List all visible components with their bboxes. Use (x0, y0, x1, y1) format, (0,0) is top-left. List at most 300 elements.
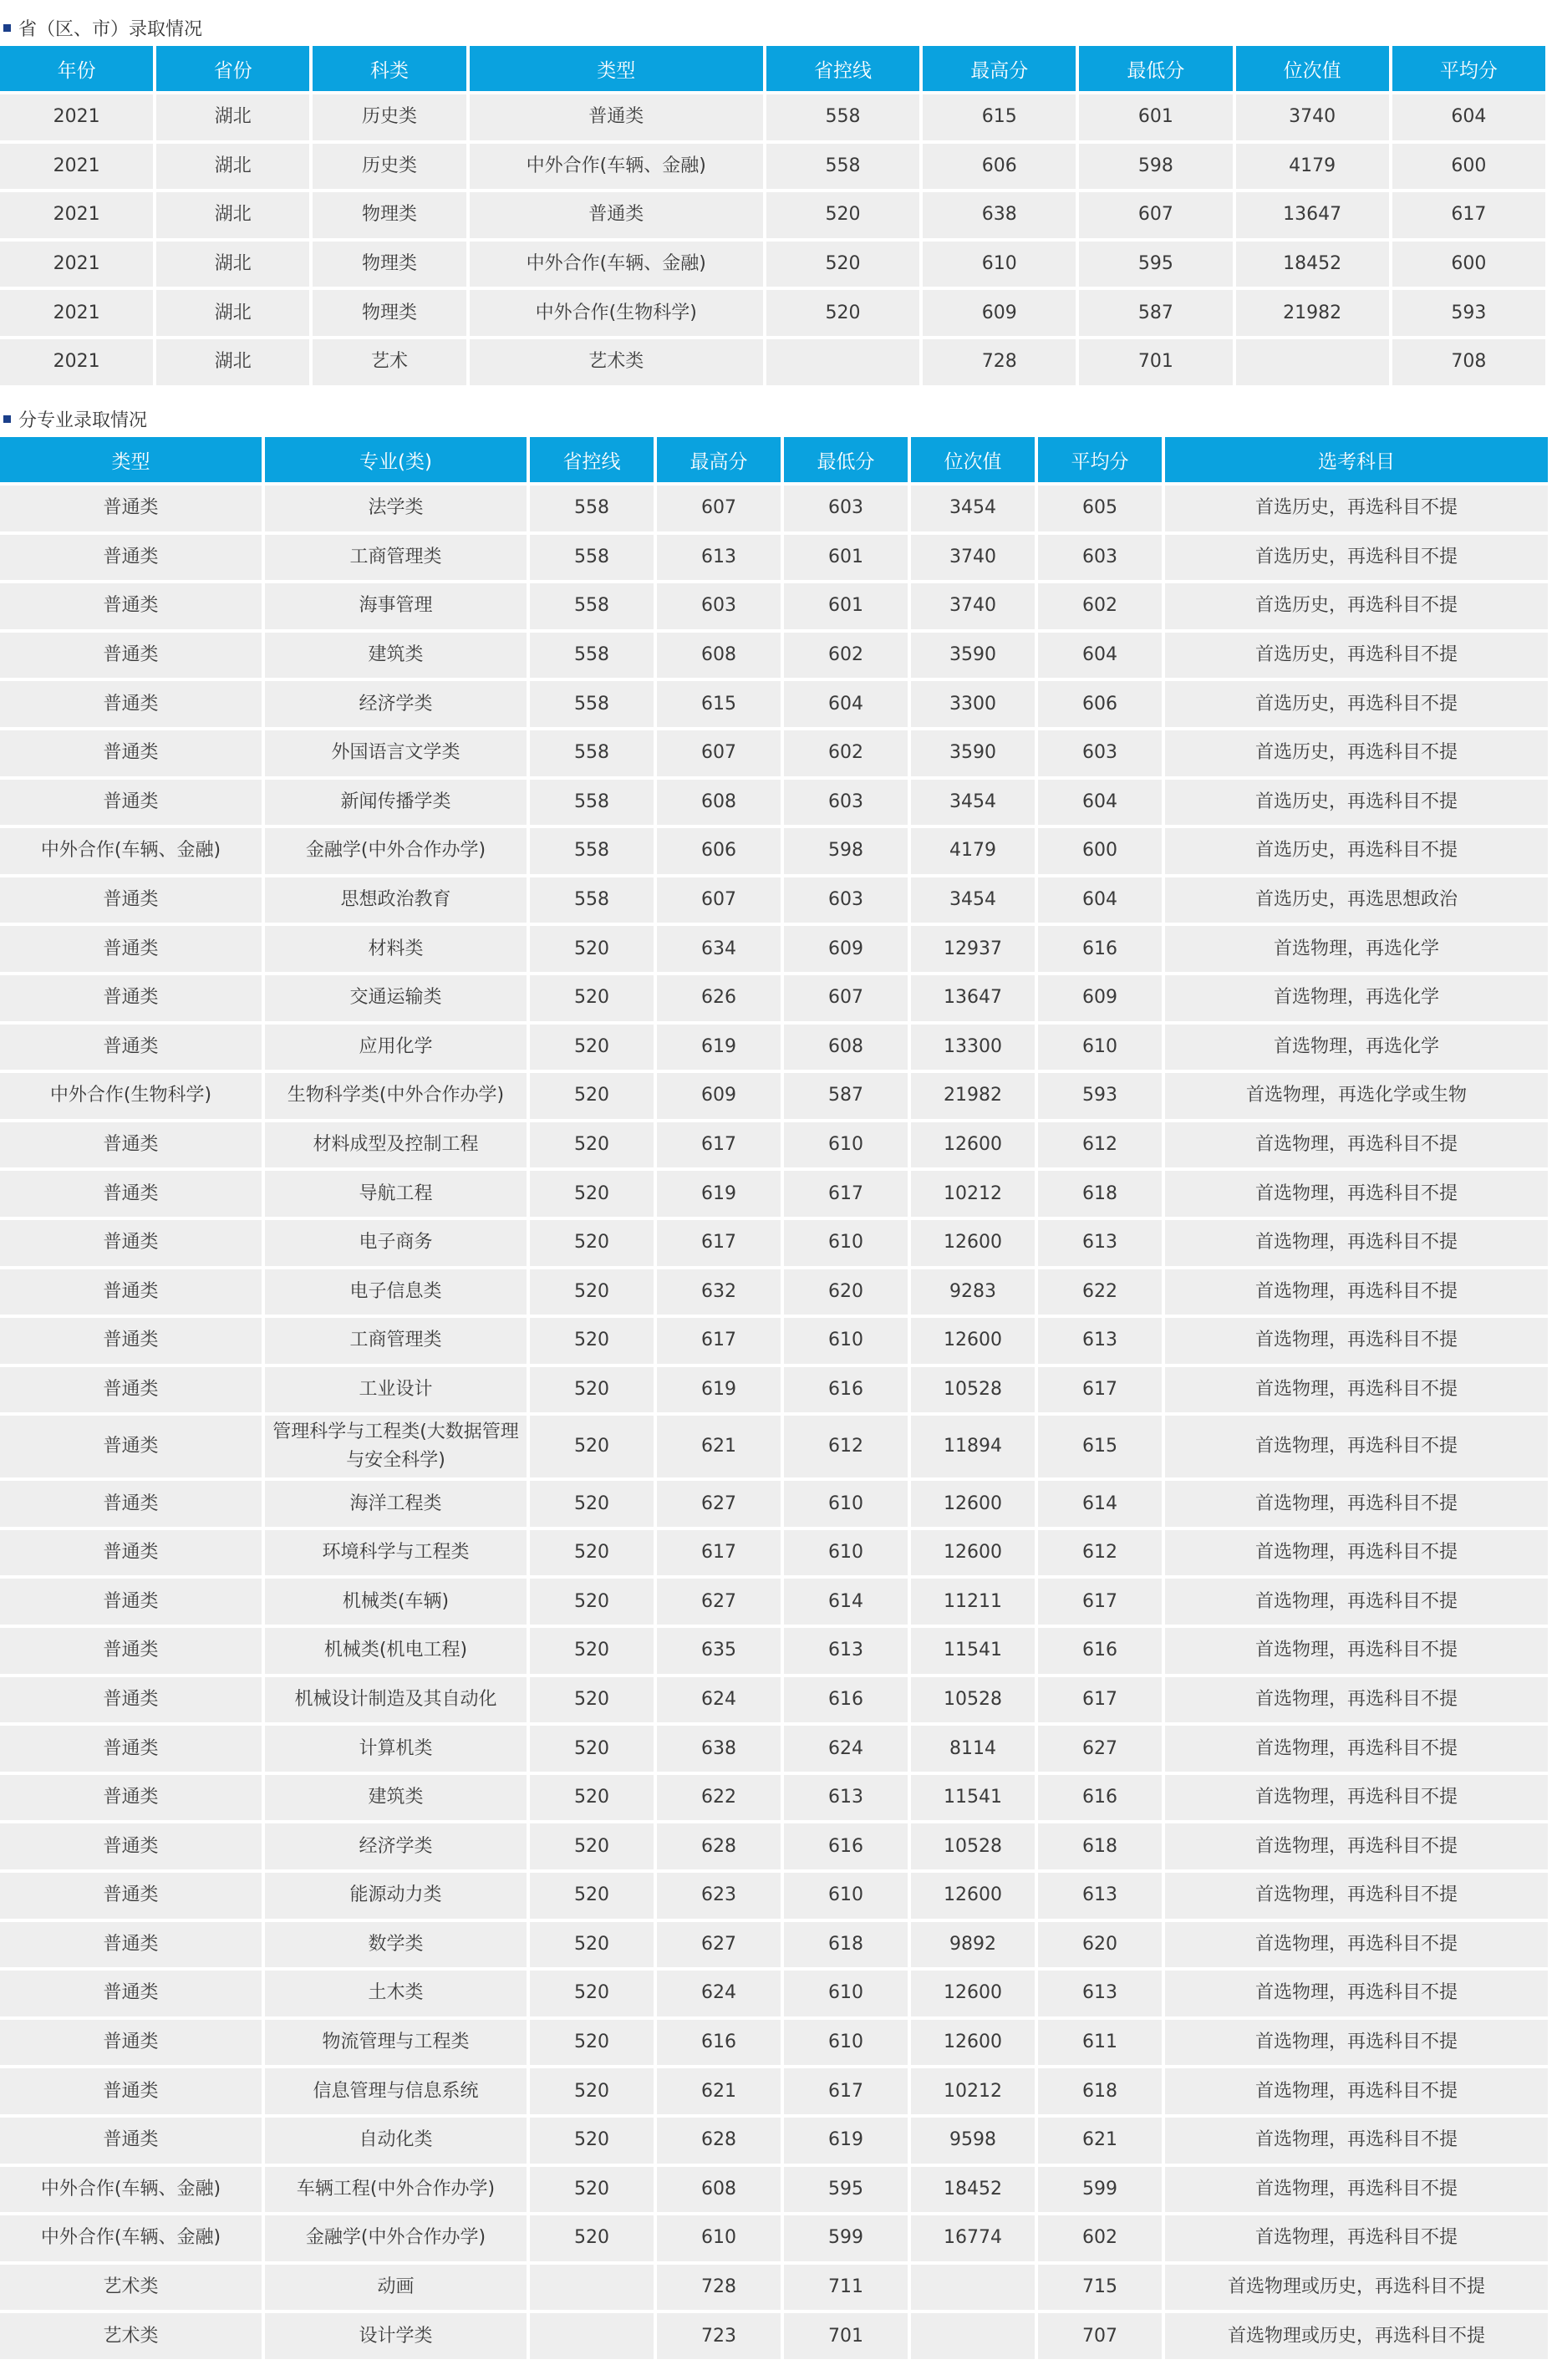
table-header-row (0, 437, 1548, 482)
column-header: 最低分 (784, 437, 908, 482)
table-cell: 634 (657, 926, 781, 972)
table-cell: 617 (657, 1122, 781, 1168)
table-cell: 2021 (0, 242, 153, 287)
table-row (0, 1122, 1548, 1168)
table-cell: 普通类 (0, 1367, 262, 1413)
table-cell: 艺术 (313, 339, 466, 385)
square-bullet-icon (3, 24, 11, 32)
table-cell: 首选物理，再选科目不提 (1165, 1530, 1548, 1576)
table-cell (766, 339, 919, 385)
table-cell: 工业设计 (265, 1367, 527, 1413)
table-cell: 管理科学与工程类(大数据管理与安全科学) (265, 1416, 527, 1477)
table-cell: 普通类 (0, 1122, 262, 1168)
table-cell: 计算机类 (265, 1726, 527, 1772)
table-cell: 首选物理，再选科目不提 (1165, 1628, 1548, 1674)
table-row (0, 1073, 1548, 1119)
section-title (0, 13, 1552, 43)
table-row (0, 94, 1545, 140)
table-cell: 物理类 (313, 242, 466, 287)
table-cell: 材料类 (265, 926, 527, 972)
table-cell: 首选物理，再选科目不提 (1165, 1269, 1548, 1315)
table-cell: 613 (784, 1628, 908, 1674)
table-row (0, 1171, 1548, 1217)
table-cell: 9283 (911, 1269, 1035, 1315)
table-cell: 624 (657, 1971, 781, 2016)
table-cell: 618 (1038, 1171, 1162, 1217)
table-cell: 普通类 (0, 1220, 262, 1266)
table-cell: 11211 (911, 1579, 1035, 1625)
table-cell: 613 (1038, 1971, 1162, 2016)
table-cell: 711 (784, 2265, 908, 2311)
table-cell: 615 (1038, 1416, 1162, 1477)
table-cell: 历史类 (313, 94, 466, 140)
table-cell: 638 (923, 192, 1076, 238)
table-cell: 601 (1079, 94, 1232, 140)
table-row (0, 1530, 1548, 1576)
table-cell: 12600 (911, 1481, 1035, 1527)
table-cell: 622 (1038, 1269, 1162, 1315)
table-cell: 2021 (0, 339, 153, 385)
table-cell: 610 (657, 2215, 781, 2261)
table-cell: 607 (657, 730, 781, 776)
table-cell: 607 (657, 877, 781, 923)
table-cell: 12600 (911, 2020, 1035, 2066)
table-cell: 728 (657, 2265, 781, 2311)
table-cell: 609 (784, 926, 908, 972)
table-cell (1236, 339, 1389, 385)
table-cell (911, 2313, 1035, 2359)
table-cell: 4179 (911, 828, 1035, 874)
table-cell (530, 2313, 654, 2359)
table-cell: 603 (784, 486, 908, 531)
table-cell: 首选物理，再选科目不提 (1165, 1922, 1548, 1968)
table-cell: 558 (530, 828, 654, 874)
table-cell: 616 (1038, 1628, 1162, 1674)
table-cell: 611 (1038, 2020, 1162, 2066)
table-cell: 520 (530, 1971, 654, 2016)
column-header: 最低分 (1079, 46, 1232, 91)
column-header: 位次值 (1236, 46, 1389, 91)
table-cell: 交通运输类 (265, 975, 527, 1021)
table-cell: 621 (657, 1416, 781, 1477)
table-cell: 616 (1038, 1775, 1162, 1821)
table-cell: 建筑类 (265, 1775, 527, 1821)
table-cell: 11541 (911, 1775, 1035, 1821)
table-cell: 18452 (1236, 242, 1389, 287)
table-cell: 627 (657, 1481, 781, 1527)
table-row (0, 828, 1548, 874)
table-cell: 艺术类 (0, 2313, 262, 2359)
table-cell: 520 (530, 1367, 654, 1413)
table-cell: 普通类 (0, 535, 262, 581)
table-cell: 3454 (911, 877, 1035, 923)
table-cell: 708 (1392, 339, 1545, 385)
table-cell: 520 (530, 1775, 654, 1821)
table-row (0, 1922, 1548, 1968)
table-cell: 数学类 (265, 1922, 527, 1968)
table-cell: 520 (530, 1628, 654, 1674)
table-cell: 520 (766, 242, 919, 287)
table-cell: 机械类(机电工程) (265, 1628, 527, 1674)
table-cell: 3590 (911, 730, 1035, 776)
table-cell: 普通类 (0, 1823, 262, 1869)
table-cell: 2021 (0, 290, 153, 336)
table-cell: 612 (784, 1416, 908, 1477)
table-cell: 613 (784, 1775, 908, 1821)
table-cell: 593 (1392, 290, 1545, 336)
table-cell: 13300 (911, 1025, 1035, 1070)
table-cell: 628 (657, 1823, 781, 1869)
table-row (0, 1025, 1548, 1070)
section-title (0, 404, 1552, 434)
table-row (0, 730, 1548, 776)
table-row (0, 486, 1548, 531)
table-row (0, 2068, 1548, 2114)
table-cell: 603 (1038, 730, 1162, 776)
table-cell: 520 (530, 1269, 654, 1315)
table-cell: 617 (784, 1171, 908, 1217)
table-cell: 2021 (0, 192, 153, 238)
table-cell: 602 (784, 730, 908, 776)
table-cell: 首选历史，再选科目不提 (1165, 486, 1548, 531)
table-cell: 614 (784, 1579, 908, 1625)
table-cell: 经济学类 (265, 1823, 527, 1869)
table-cell: 610 (1038, 1025, 1162, 1070)
table-cell: 首选物理，再选科目不提 (1165, 1971, 1548, 2016)
table-cell: 普通类 (0, 1922, 262, 1968)
table-cell: 首选物理，再选科目不提 (1165, 1122, 1548, 1168)
column-header: 年份 (0, 46, 153, 91)
table-cell: 624 (784, 1726, 908, 1772)
table-cell: 558 (766, 144, 919, 190)
table-cell: 614 (1038, 1481, 1162, 1527)
table-cell: 湖北 (156, 192, 309, 238)
table-cell: 建筑类 (265, 633, 527, 679)
table-cell: 607 (657, 486, 781, 531)
table-row (0, 339, 1545, 385)
table-cell: 外国语言文学类 (265, 730, 527, 776)
table-cell: 普通类 (470, 192, 763, 238)
table-cell: 608 (784, 1025, 908, 1070)
column-header: 专业(类) (265, 437, 527, 482)
table-cell: 604 (784, 681, 908, 727)
table-cell: 中外合作(车辆、金融) (0, 2215, 262, 2261)
table-row (0, 1481, 1548, 1527)
table-cell: 615 (923, 94, 1076, 140)
table-cell: 610 (784, 1318, 908, 1364)
table-cell: 558 (530, 780, 654, 826)
table-cell: 520 (530, 926, 654, 972)
table-cell: 723 (657, 2313, 781, 2359)
table-cell: 普通类 (470, 94, 763, 140)
table-cell: 能源动力类 (265, 1873, 527, 1919)
section-title-text: 省（区、市）录取情况 (18, 18, 203, 40)
table-cell: 首选历史，再选科目不提 (1165, 583, 1548, 629)
table-cell: 普通类 (0, 1579, 262, 1625)
table-cell: 首选物理，再选科目不提 (1165, 1481, 1548, 1527)
table-row (0, 1677, 1548, 1723)
table-cell: 首选物理，再选科目不提 (1165, 1220, 1548, 1266)
table-cell: 520 (530, 1025, 654, 1070)
table-cell: 623 (657, 1873, 781, 1919)
table-cell: 首选物理，再选化学 (1165, 975, 1548, 1021)
column-header: 选考科目 (1165, 437, 1548, 482)
table-cell: 615 (657, 681, 781, 727)
table-cell: 608 (657, 780, 781, 826)
column-header: 科类 (313, 46, 466, 91)
table-row (0, 1775, 1548, 1821)
column-header: 最高分 (923, 46, 1076, 91)
table-cell: 海事管理 (265, 583, 527, 629)
table-row (0, 877, 1548, 923)
table-cell: 应用化学 (265, 1025, 527, 1070)
table-cell: 中外合作(生物科学) (470, 290, 763, 336)
table-cell: 普通类 (0, 2020, 262, 2066)
table-cell: 普通类 (0, 877, 262, 923)
table-cell: 520 (530, 1171, 654, 1217)
table-cell: 普通类 (0, 2118, 262, 2164)
table-cell: 艺术类 (0, 2265, 262, 2311)
table-cell: 520 (530, 1318, 654, 1364)
table-cell: 613 (1038, 1318, 1162, 1364)
table-cell: 520 (530, 2167, 654, 2213)
table-cell: 616 (784, 1823, 908, 1869)
table-cell: 普通类 (0, 975, 262, 1021)
table-cell: 中外合作(车辆、金融) (470, 242, 763, 287)
table-cell: 普通类 (0, 1318, 262, 1364)
table-cell: 620 (1038, 1922, 1162, 1968)
table-cell: 558 (530, 730, 654, 776)
table-cell: 机械设计制造及其自动化 (265, 1677, 527, 1723)
table-cell: 12600 (911, 1971, 1035, 2016)
table-cell: 603 (657, 583, 781, 629)
table-cell: 520 (530, 1073, 654, 1119)
table-cell: 608 (657, 2167, 781, 2213)
table-cell: 首选历史，再选科目不提 (1165, 730, 1548, 776)
table-cell: 湖北 (156, 94, 309, 140)
table-cell: 普通类 (0, 1171, 262, 1217)
table-cell: 首选物理或历史，再选科目不提 (1165, 2265, 1548, 2311)
table-cell: 602 (1038, 583, 1162, 629)
table-cell: 湖北 (156, 339, 309, 385)
table-cell: 普通类 (0, 1775, 262, 1821)
section-province-admission (0, 13, 1552, 389)
column-header: 省控线 (530, 437, 654, 482)
table-cell: 600 (1038, 828, 1162, 874)
table-cell: 609 (923, 290, 1076, 336)
table-cell: 中外合作(生物科学) (0, 1073, 262, 1119)
table-cell: 首选物理，再选科目不提 (1165, 1367, 1548, 1413)
table-cell: 机械类(车辆) (265, 1579, 527, 1625)
table-row (0, 1726, 1548, 1772)
table-cell: 617 (784, 2068, 908, 2114)
major-admission-table (0, 434, 1551, 2362)
table-cell: 3740 (1236, 94, 1389, 140)
table-cell: 600 (1392, 144, 1545, 190)
table-cell: 617 (657, 1530, 781, 1576)
table-cell: 603 (1038, 535, 1162, 581)
table-cell: 普通类 (0, 926, 262, 972)
table-row (0, 1367, 1548, 1413)
table-cell: 638 (657, 1726, 781, 1772)
table-cell: 598 (784, 828, 908, 874)
table-cell: 610 (784, 1220, 908, 1266)
table-cell: 619 (784, 2118, 908, 2164)
table-cell: 602 (1038, 2215, 1162, 2261)
table-cell: 物理类 (313, 290, 466, 336)
table-row (0, 1220, 1548, 1266)
table-cell: 21982 (1236, 290, 1389, 336)
table-cell: 618 (784, 1922, 908, 1968)
table-cell: 600 (1392, 242, 1545, 287)
table-cell: 首选物理，再选科目不提 (1165, 1171, 1548, 1217)
table-cell: 首选物理，再选化学 (1165, 926, 1548, 972)
table-cell: 610 (784, 2020, 908, 2066)
table-cell: 520 (530, 1579, 654, 1625)
table-cell: 12600 (911, 1873, 1035, 1919)
table-cell: 606 (1038, 681, 1162, 727)
table-cell: 湖北 (156, 242, 309, 287)
table-cell: 4179 (1236, 144, 1389, 190)
table-cell: 610 (784, 1530, 908, 1576)
table-cell: 3740 (911, 535, 1035, 581)
table-cell: 普通类 (0, 1873, 262, 1919)
table-cell: 610 (784, 1971, 908, 2016)
table-row (0, 1628, 1548, 1674)
table-cell: 617 (1038, 1677, 1162, 1723)
table-cell: 616 (784, 1677, 908, 1723)
table-cell: 701 (784, 2313, 908, 2359)
table-cell: 首选历史，再选科目不提 (1165, 828, 1548, 874)
table-cell: 物流管理与工程类 (265, 2020, 527, 2066)
table-cell: 新闻传播学类 (265, 780, 527, 826)
table-cell: 617 (1038, 1367, 1162, 1413)
table-cell: 环境科学与工程类 (265, 1530, 527, 1576)
table-cell: 628 (657, 2118, 781, 2164)
table-cell: 620 (784, 1269, 908, 1315)
table-row (0, 926, 1548, 972)
table-row (0, 1416, 1548, 1477)
table-cell: 593 (1038, 1073, 1162, 1119)
table-cell: 520 (530, 1677, 654, 1723)
table-cell: 11541 (911, 1628, 1035, 1674)
table-cell: 普通类 (0, 2068, 262, 2114)
table-cell: 首选物理，再选科目不提 (1165, 2167, 1548, 2213)
table-cell: 10212 (911, 2068, 1035, 2114)
table-cell (911, 2265, 1035, 2311)
table-cell: 587 (1079, 290, 1232, 336)
table-cell: 21982 (911, 1073, 1035, 1119)
table-cell: 普通类 (0, 1971, 262, 2016)
column-header: 位次值 (911, 437, 1035, 482)
table-cell: 626 (657, 975, 781, 1021)
table-cell: 520 (530, 1416, 654, 1477)
table-cell: 3454 (911, 486, 1035, 531)
table-cell: 607 (784, 975, 908, 1021)
table-cell: 普通类 (0, 1416, 262, 1477)
table-cell: 603 (784, 780, 908, 826)
table-cell: 电子信息类 (265, 1269, 527, 1315)
table-cell: 613 (1038, 1873, 1162, 1919)
table-cell: 619 (657, 1025, 781, 1070)
table-cell: 物理类 (313, 192, 466, 238)
table-cell: 工商管理类 (265, 535, 527, 581)
column-header: 类型 (470, 46, 763, 91)
table-cell: 首选物理，再选科目不提 (1165, 1823, 1548, 1869)
table-row (0, 535, 1548, 581)
table-row (0, 242, 1545, 287)
column-header: 类型 (0, 437, 262, 482)
table-row (0, 1971, 1548, 2016)
table-cell: 520 (766, 192, 919, 238)
table-cell: 12937 (911, 926, 1035, 972)
table-cell: 520 (530, 2020, 654, 2066)
table-cell: 首选历史，再选科目不提 (1165, 681, 1548, 727)
table-cell: 12600 (911, 1530, 1035, 1576)
table-cell: 首选历史，再选科目不提 (1165, 780, 1548, 826)
table-cell: 612 (1038, 1122, 1162, 1168)
table-cell: 701 (1079, 339, 1232, 385)
table-cell: 普通类 (0, 1628, 262, 1674)
table-cell: 520 (530, 1922, 654, 1968)
column-header: 省控线 (766, 46, 919, 91)
table-cell: 材料成型及控制工程 (265, 1122, 527, 1168)
table-cell: 603 (784, 877, 908, 923)
table-row (0, 583, 1548, 629)
table-cell: 普通类 (0, 1025, 262, 1070)
table-row (0, 975, 1548, 1021)
table-cell: 湖北 (156, 144, 309, 190)
table-cell: 609 (1038, 975, 1162, 1021)
table-cell: 3300 (911, 681, 1035, 727)
table-cell: 历史类 (313, 144, 466, 190)
table-cell: 首选物理，再选科目不提 (1165, 1775, 1548, 1821)
table-cell: 工商管理类 (265, 1318, 527, 1364)
table-cell: 2021 (0, 144, 153, 190)
table-row (0, 2313, 1548, 2359)
table-cell: 520 (530, 1726, 654, 1772)
table-cell: 610 (784, 1481, 908, 1527)
table-cell: 728 (923, 339, 1076, 385)
table-cell: 自动化类 (265, 2118, 527, 2164)
table-cell: 558 (530, 633, 654, 679)
table-row (0, 1318, 1548, 1364)
table-cell: 609 (657, 1073, 781, 1119)
table-cell: 首选物理，再选科目不提 (1165, 2118, 1548, 2164)
table-cell: 普通类 (0, 486, 262, 531)
table-cell: 558 (530, 877, 654, 923)
section-major-admission (0, 404, 1552, 2362)
table-cell: 602 (784, 633, 908, 679)
table-cell: 604 (1038, 633, 1162, 679)
table-cell: 632 (657, 1269, 781, 1315)
table-cell: 普通类 (0, 1677, 262, 1723)
table-cell: 610 (784, 1873, 908, 1919)
table-cell: 首选物理，再选科目不提 (1165, 1416, 1548, 1477)
province-admission-table (0, 43, 1549, 389)
table-cell: 617 (657, 1318, 781, 1364)
table-cell: 首选历史，再选思想政治 (1165, 877, 1548, 923)
table-cell: 经济学类 (265, 681, 527, 727)
table-cell: 普通类 (0, 1530, 262, 1576)
table-cell: 616 (784, 1367, 908, 1413)
table-cell: 海洋工程类 (265, 1481, 527, 1527)
table-cell: 618 (1038, 2068, 1162, 2114)
table-cell: 导航工程 (265, 1171, 527, 1217)
table-cell: 604 (1038, 780, 1162, 826)
table-cell: 3590 (911, 633, 1035, 679)
table-cell: 13647 (1236, 192, 1389, 238)
